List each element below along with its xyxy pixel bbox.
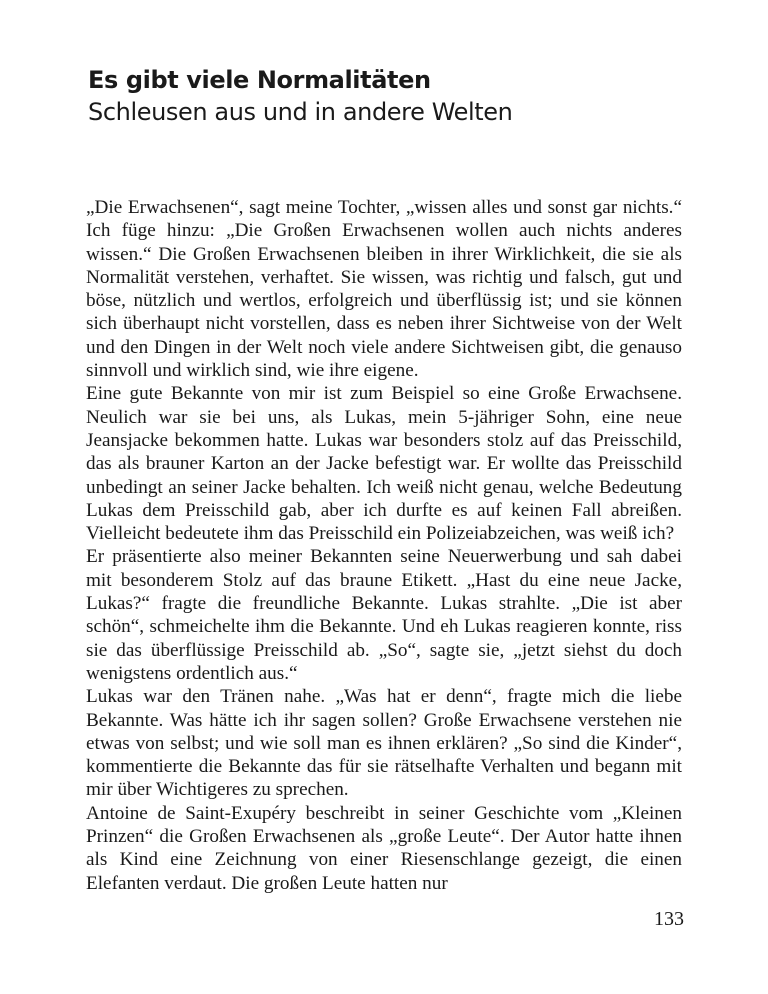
paragraph: Lukas war den Tränen nahe. „Was hat er denn“, fragte mich die liebe Bekannte. Was hätte ich ihr sagen sollen? Große Erwachsene verstehen nie etwas von selbst; und wie soll man es ihnen erklären? „So sind die Kinder“, kommentierte die Bekannte das für sie rätselhafte Verhalten und begann mit mir über Wichtigeres zu sprechen. bbox=[86, 686, 682, 801]
paragraph: „Die Erwachsenen“, sagt meine Tochter, „wissen alles und sonst gar nichts.“ Ich füge hinzu: „Die Großen Erwachsenen wollen auch nichts anderes wissen.“ Die Großen Erwachsenen bleiben in ihrer Wirklichkeit, die sie als Normalität verstehen, verhaftet. Sie wissen, was richtig und falsch, gut und böse, nützlich und wertlos, erfolgreich und überflüssig ist; und sie können sich überhaupt nicht vorstellen, dass es neben ihrer Sichtweise von der Welt und den Dingen in der Welt noch viele andere Sichtweisen gibt, die genauso sinnvoll und wirklich sind, wie ihre eigene. bbox=[86, 197, 682, 382]
paragraph: Eine gute Bekannte von mir ist zum Beispiel so eine Große Erwachsene. Neulich war sie bei uns, als Lukas, mein 5-jähriger Sohn, eine neue Jeansjacke bekommen hatte. Lukas war besonders stolz auf das Preisschild, das als brauner Karton an der Jacke befestigt war. Er wollte das Preisschild unbedingt an seiner Jacke behalten. Ich weiß nicht genau, welche Bedeutung Lukas dem Preisschild gab, aber ich durfte es auf keinen Fall abreißen. Vielleicht bedeutete ihm das Preisschild ein Polizeiabzeichen, was weiß ich? bbox=[86, 383, 682, 545]
paragraph: Antoine de Saint-Exupéry beschreibt in seiner Geschichte vom „Kleinen Prinzen“ die Großen Erwachsenen als „große Leute“. Der Autor hatte ihnen als Kind eine Zeichnung von einer Riesenschlange gezeigt, die einen Elefanten verdaut. Die großen Leute hatten nur bbox=[86, 802, 682, 894]
page-number: 133 bbox=[654, 908, 684, 930]
chapter-heading bbox=[88, 64, 708, 128]
paragraph: Er präsentierte also meiner Bekannten seine Neuerwerbung und sah dabei mit besonderem Stolz auf das braune Etikett. „Hast du eine neue Jacke, Lukas?“ fragte die freundliche Bekannte. Lukas strahlte. „Die ist aber schön“, schmeichelte ihm die Bekannte. Und eh Lukas reagieren konnte, riss sie das überflüssige Preisschild ab. „So“, sagte sie, „jetzt siehst du doch wenigstens ordentlich aus.“ bbox=[86, 546, 682, 684]
chapter-title: Es gibt viele Normalitäten bbox=[88, 66, 431, 94]
chapter-subtitle: Schleusen aus und in andere Welten bbox=[88, 98, 513, 126]
body-text bbox=[86, 196, 682, 895]
